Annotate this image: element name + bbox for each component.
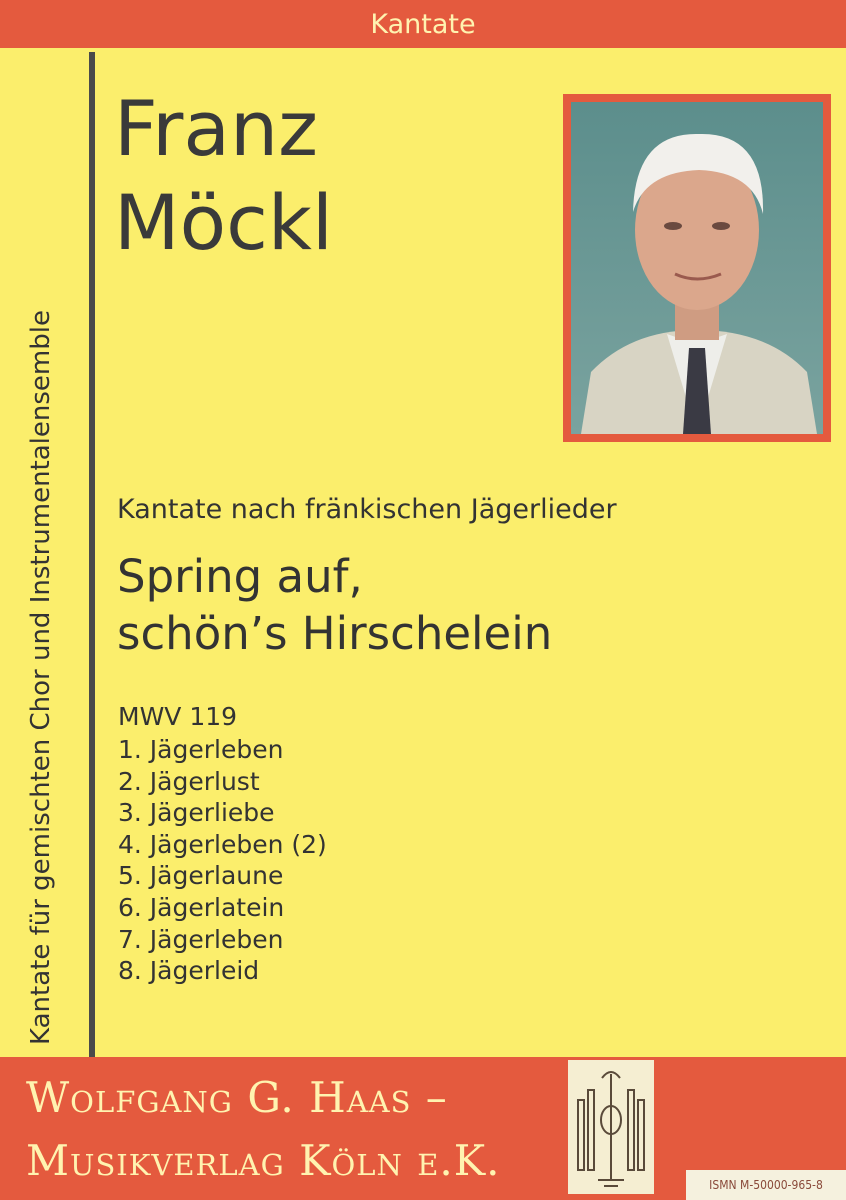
composer-name [114, 82, 333, 270]
header-label: Kantate [370, 8, 476, 40]
work-title-line-2: schön’s Hirschelein [117, 607, 553, 660]
trumpet-organ-logo-icon [568, 1060, 654, 1194]
movement-item: 4. Jägerleben (2) [118, 829, 327, 859]
work-title-line-1: Spring auf, [117, 550, 363, 603]
portrait-photo-icon [571, 102, 823, 434]
ismn-label: ISMN M-50000-965-8 [686, 1170, 846, 1200]
publisher-logo [568, 1060, 654, 1194]
catalog-number: MWV 119 [118, 702, 238, 731]
work-subtitle: Kantate nach fränkischen Jägerlieder [117, 494, 617, 525]
composer-portrait [563, 94, 831, 442]
movement-item: 1. Jägerleben [118, 735, 284, 764]
publisher-line-1: Wolfgang G. Haas – [26, 1073, 448, 1122]
composer-last-name: Möckl [114, 178, 333, 267]
publisher-line-2: Musikverlag Köln e.K. [26, 1136, 501, 1185]
composer-first-name: Franz [114, 84, 319, 173]
work-title [117, 548, 552, 662]
movement-item: 7. Jägerleben [118, 924, 284, 954]
movement-item: 3. Jägerliebe [118, 798, 275, 828]
side-description: Kantate für gemischten Chor und Instrumentalensemble [26, 310, 56, 1045]
movement-item: 8. Jägerleid [118, 956, 260, 986]
movement-list [118, 734, 327, 987]
movement-item: 2. Jägerlust [118, 766, 260, 796]
vertical-divider [89, 52, 95, 1057]
header-band [0, 0, 846, 48]
movement-item: 6. Jägerlatein [118, 892, 285, 922]
movement-item: 5. Jägerlaune [118, 861, 284, 891]
